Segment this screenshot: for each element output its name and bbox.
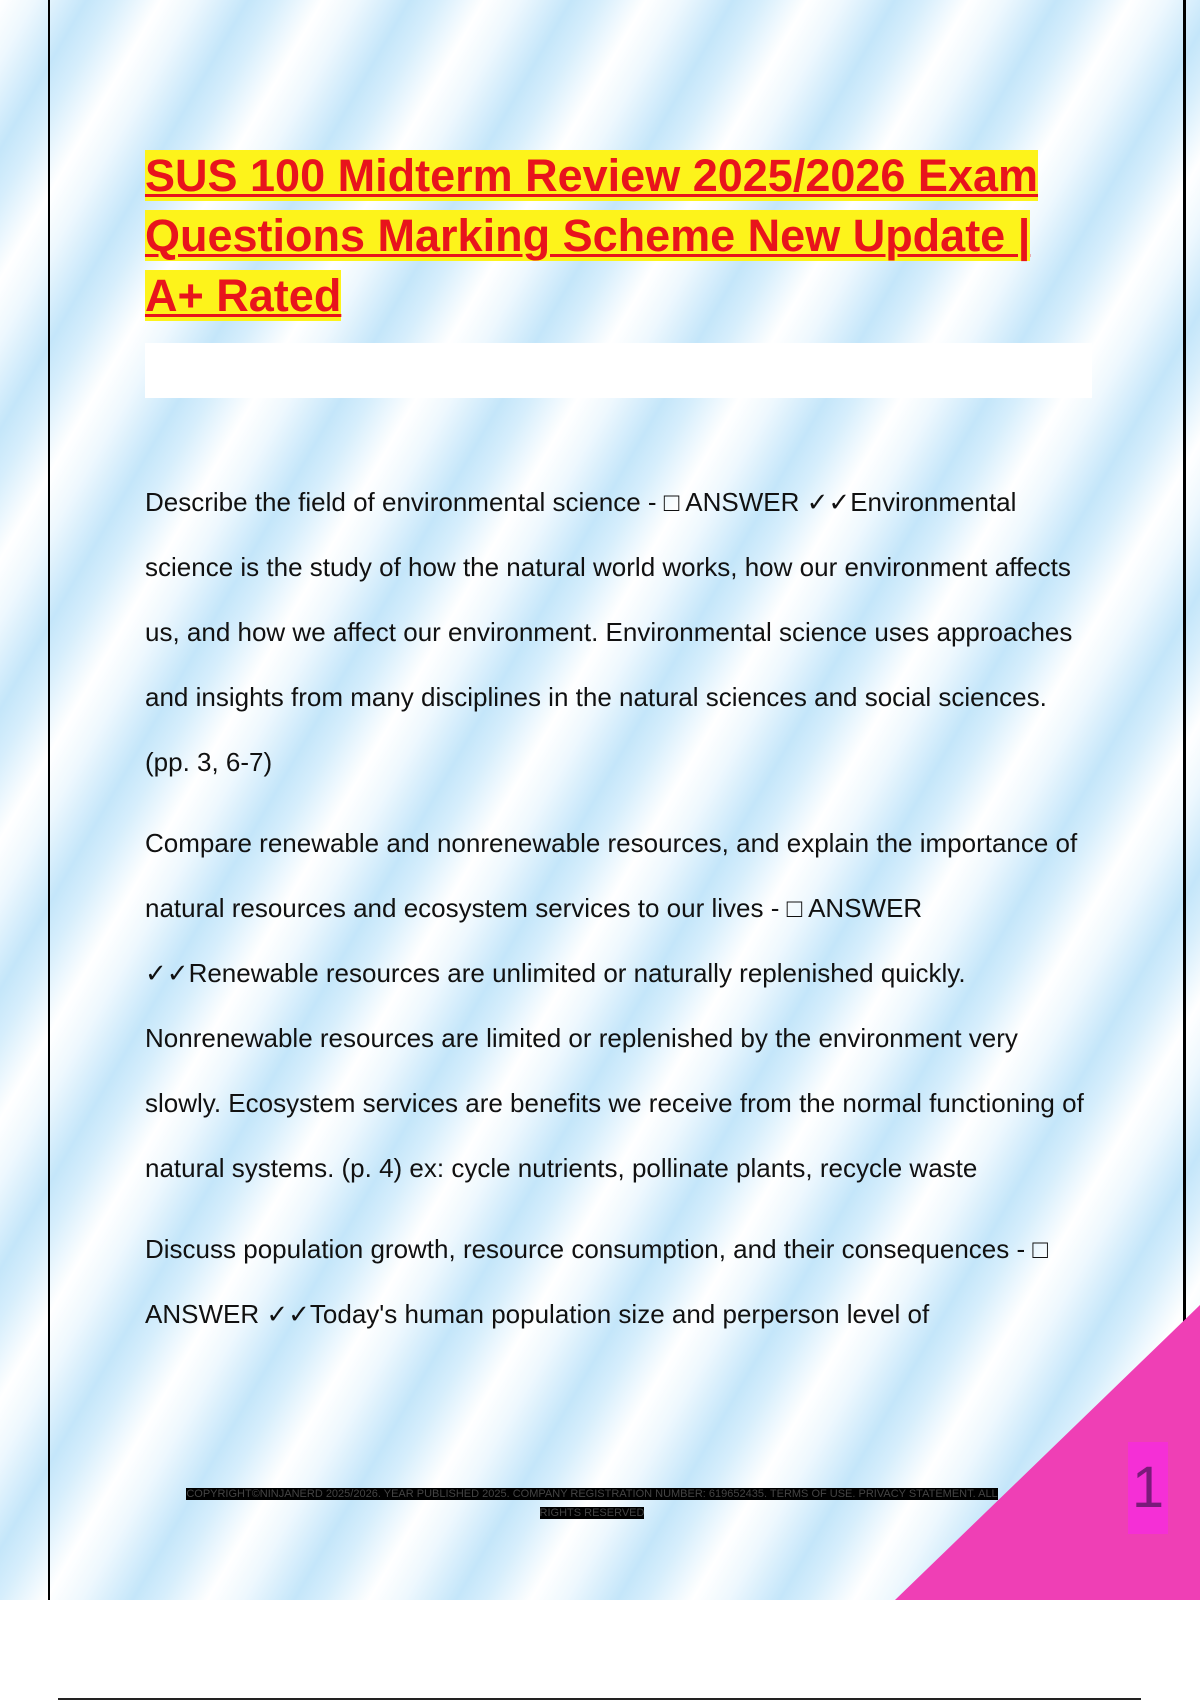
copyright-footer [172, 1485, 1012, 1523]
left-border-line [48, 0, 50, 1600]
copyright-text: COPYRIGHT©NINJANERD 2025/2026. YEAR PUBLISHED 2025. COMPANY REGISTRATION NUMBER: 619652435. TERMS OF USE. PRIVACY STATEMENT. ALL RIGHTS RESERVED [186, 1488, 998, 1519]
paragraph-1: Describe the field of environmental science - □ ANSWER ✓✓Environmental science is the study of how the natural world works, how our environment affects us, and how we affect our environment. Environmental science uses approaches and insights from many disciplines in the natural sciences and social sciences. (pp. 3, 6-7) [145, 487, 1073, 777]
document-body [145, 470, 1095, 1363]
paragraph-2: Compare renewable and nonrenewable resources, and explain the importance of natural resources and ecosystem services to our lives - □ ANSWER ✓✓Renewable resources are unlimited or naturally replenished quickly. Nonrenewable resources are limited or replenished by the environment very slowly. Ecosystem services are benefits we receive from the normal functioning of natural systems. (p. 4) ex: cycle nutrients, pollinate plants, recycle waste [145, 828, 1084, 1183]
document-title [145, 146, 1075, 326]
page-number: 1 [1128, 1442, 1168, 1534]
title-highlight: SUS 100 Midterm Review 2025/2026 Exam Questions Marking Scheme New Update | A+ Rated [145, 150, 1039, 321]
blank-band [145, 343, 1092, 398]
paragraph-3: Discuss population growth, resource consumption, and their consequences - □ ANSWER ✓✓Today's human population size and perperson level of [145, 1234, 1049, 1329]
